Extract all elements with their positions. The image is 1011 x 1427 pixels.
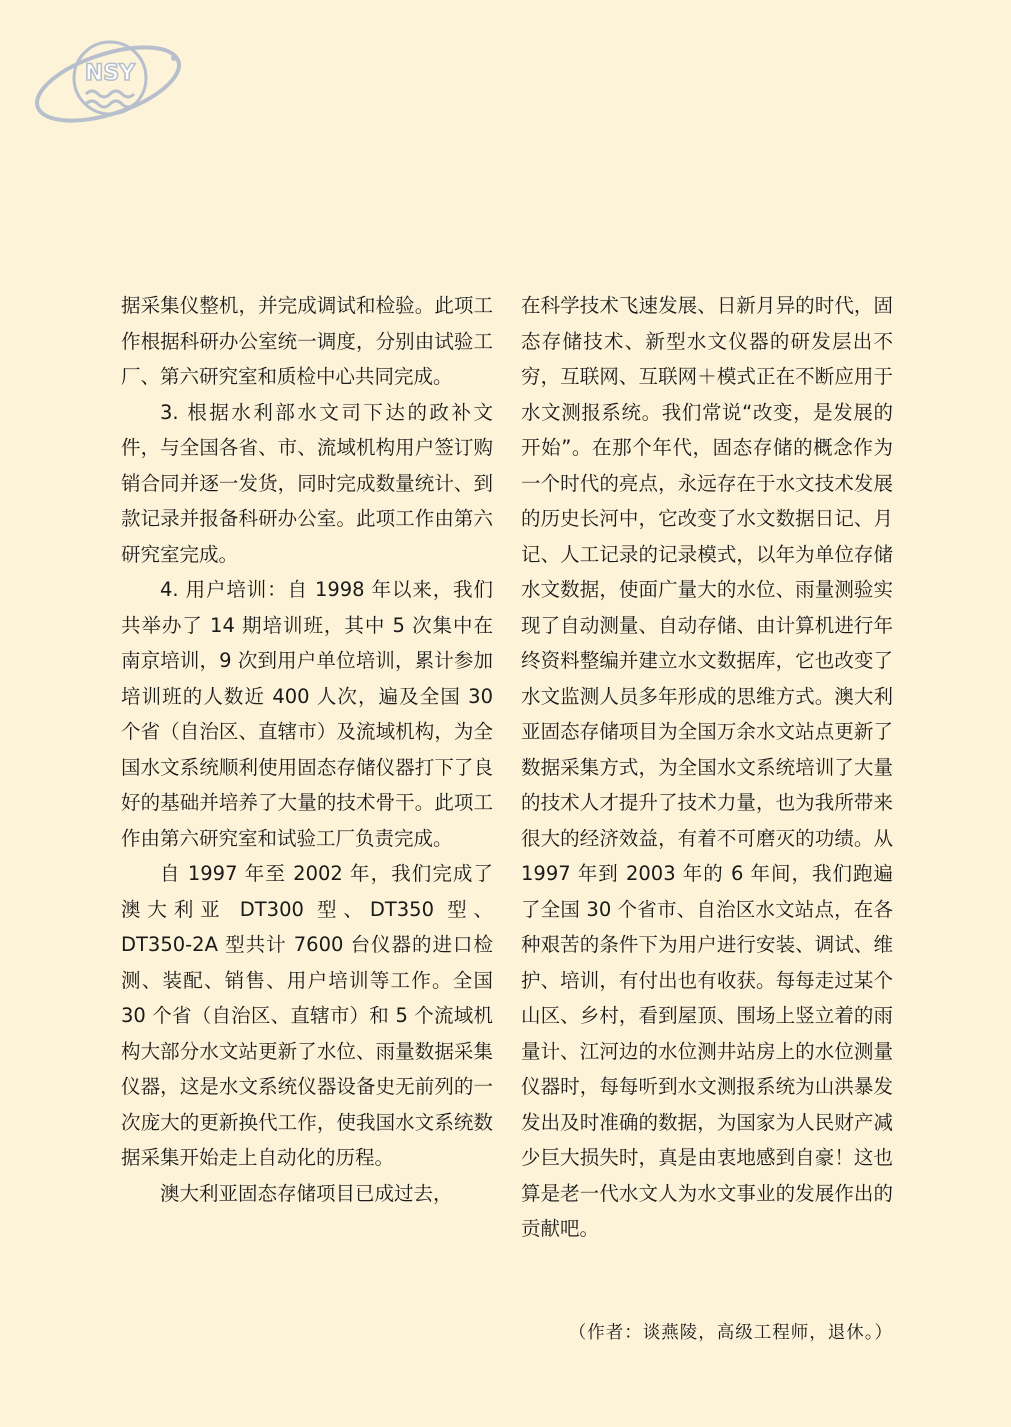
left-paragraph-4: 自 1997 年至 2002 年，我们完成了澳大利亚 DT300 型、DT350 型、DT350-2A 型共计 7600 台仪器的进口检测、装配、销售、用户培训等工作。全国 30 个省（自治区、直辖市）和 5 个流域机构大部分水文站更新了水位、雨量数据采集仪器，这是水文系统仪器设备史无前列的一次庞大的更新换代工作，使我国水文系统数据采集开始走上自动化的历程。: [121, 862, 493, 1169]
left-column: [121, 288, 493, 1211]
left-paragraph-5: 澳大利亚固态存储项目已成过去，: [160, 1181, 453, 1205]
author-byline: （作者：谈燕陵，高级工程师，退休。）: [568, 1323, 893, 1343]
left-paragraph-3: 4. 用户培训：自 1998 年以来，我们共举办了 14 期培训班，其中 5 次集中在南京培训，9 次到用户单位培训，累计参加培训班的人数近 400 人次，遍及全国 30 个省（自治区、直辖市）及流域机构，为全国水文系统顺利使用固态存储仪器打下了良好的基础并培养了大量的技术骨干。此项工作由第六研究室和试验工厂负责完成。: [121, 578, 493, 850]
left-paragraph-1: 据采集仪整机，并完成调试和检验。此项工作根据科研办公室统一调度，分别由试验工厂、第六研究室和质检中心共同完成。: [121, 294, 493, 388]
right-column: [521, 288, 893, 1247]
right-paragraph-1: 在科学技术飞速发展、日新月异的时代，固态存储技术、新型水文仪器的研发层出不穷，互联网、互联网＋模式正在不断应用于水文测报系统。我们常说“改变，是发展的开始”。在那个年代，固态存储的概念作为一个时代的亮点，永远存在于水文技术发展的历史长河中，它改变了水文数据日记、月记、人工记录的记录模式，以年为单位存储水文数据，使面广量大的水位、雨量测验实现了自动测量、自动存储、由计算机进行年终资料整编并建立水文数据库，它也改变了水文监测人员多年形成的思维方式。澳大利亚固态存储项目为全国万余水文站点更新了数据采集方式，为全国水文系统培训了大量的技术人才提升了技术力量，也为我所带来很大的经济效益，有着不可磨灭的功绩。从 1997 年到 2003 年的 6 年间，我们跑遍了全国 30 个省市、自治区水文站点，在各种艰苦的条件下为用户进行安装、调试、维护、培训，有付出也有收获。每每走过某个山区、乡村，看到屋顶、围场上竖立着的雨量计、江河边的水位测井站房上的水位测量仪器时，每每听到水文测报系统为山洪暴发发出及时准确的数据，为国家为人民财产减少巨大损失时，真是由衷地感到自豪！这也算是老一代水文人为水文事业的发展作出的贡献吧。: [521, 294, 893, 1240]
left-paragraph-2: 3. 根据水利部水文司下达的政补文件，与全国各省、市、流域机构用户签订购销合同并逐一发货，同时完成数量统计、到款记录并报备科研办公室。此项工作由第六研究室完成。: [121, 400, 493, 566]
nsy-logo: [28, 22, 188, 132]
logo-text: NSY: [84, 61, 136, 86]
